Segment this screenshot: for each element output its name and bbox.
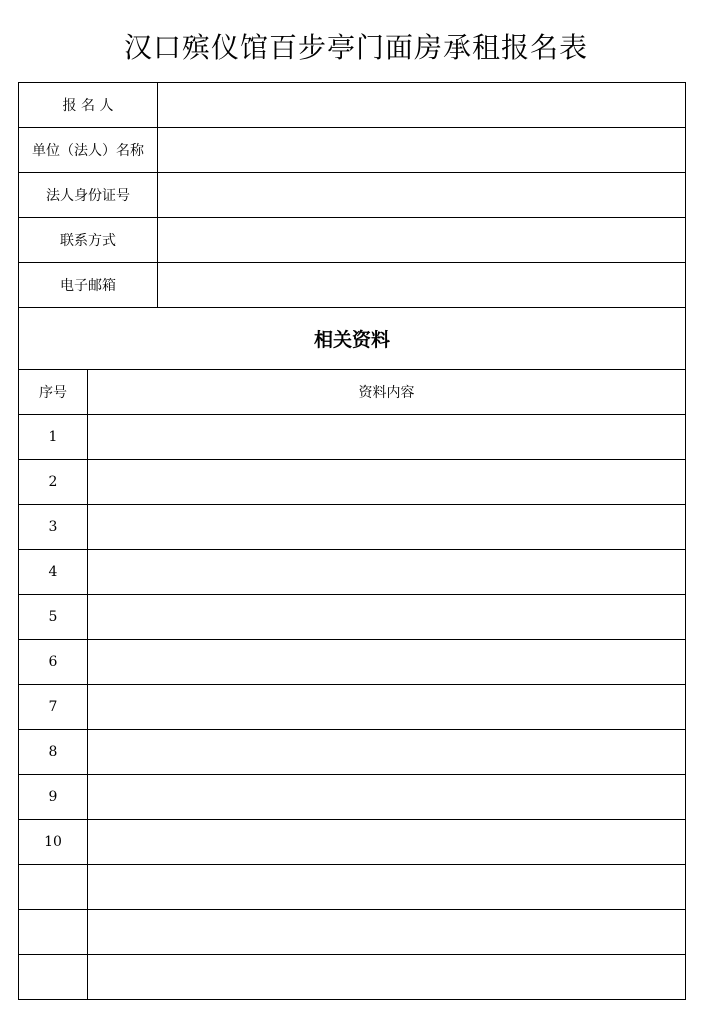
applicant-label: 报 名 人 <box>19 83 158 128</box>
column-header-content: 资料内容 <box>88 370 686 415</box>
row-number <box>19 910 88 955</box>
row-number: 6 <box>19 640 88 685</box>
material-content-field[interactable] <box>88 955 686 1000</box>
form-row-company <box>19 128 686 173</box>
id-number-label: 法人身份证号 <box>19 173 158 218</box>
material-content-field[interactable] <box>88 415 686 460</box>
material-content-field[interactable] <box>88 865 686 910</box>
company-name-label: 单位（法人）名称 <box>19 128 158 173</box>
table-row <box>19 955 686 1000</box>
materials-table-body <box>19 415 686 1000</box>
material-content-field[interactable] <box>88 910 686 955</box>
material-content-field[interactable] <box>88 685 686 730</box>
table-row <box>19 595 686 640</box>
company-name-field[interactable] <box>158 128 686 173</box>
row-number: 9 <box>19 775 88 820</box>
form-row-contact <box>19 218 686 263</box>
table-row <box>19 775 686 820</box>
row-number <box>19 865 88 910</box>
table-row <box>19 505 686 550</box>
form-row-id-number <box>19 173 686 218</box>
row-number: 3 <box>19 505 88 550</box>
id-number-field[interactable] <box>158 173 686 218</box>
table-row <box>19 550 686 595</box>
form-row-email <box>19 263 686 308</box>
table-row <box>19 730 686 775</box>
table-row <box>19 415 686 460</box>
material-content-field[interactable] <box>88 550 686 595</box>
table-row <box>19 820 686 865</box>
row-number: 10 <box>19 820 88 865</box>
row-number: 5 <box>19 595 88 640</box>
row-number: 2 <box>19 460 88 505</box>
table-row <box>19 640 686 685</box>
contact-label: 联系方式 <box>19 218 158 263</box>
material-content-field[interactable] <box>88 730 686 775</box>
row-number: 4 <box>19 550 88 595</box>
email-field[interactable] <box>158 263 686 308</box>
materials-table-header <box>19 370 686 415</box>
table-row <box>19 865 686 910</box>
row-number: 7 <box>19 685 88 730</box>
row-number <box>19 955 88 1000</box>
table-row <box>19 910 686 955</box>
page-title: 汉口殡仪馆百步亭门面房承租报名表 <box>123 31 588 64</box>
column-header-number: 序号 <box>19 370 88 415</box>
row-number: 1 <box>19 415 88 460</box>
material-content-field[interactable] <box>88 595 686 640</box>
table-row <box>19 685 686 730</box>
contact-field[interactable] <box>158 218 686 263</box>
form-row-applicant <box>19 83 686 128</box>
material-content-field[interactable] <box>88 775 686 820</box>
material-content-field[interactable] <box>88 505 686 550</box>
row-number: 8 <box>19 730 88 775</box>
material-content-field[interactable] <box>88 640 686 685</box>
material-content-field[interactable] <box>88 820 686 865</box>
email-label: 电子邮箱 <box>19 263 158 308</box>
applicant-field[interactable] <box>158 83 686 128</box>
table-row <box>19 460 686 505</box>
material-content-field[interactable] <box>88 460 686 505</box>
materials-section-header <box>19 308 686 370</box>
section-title: 相关资料 <box>19 308 686 370</box>
registration-form <box>18 82 686 1000</box>
